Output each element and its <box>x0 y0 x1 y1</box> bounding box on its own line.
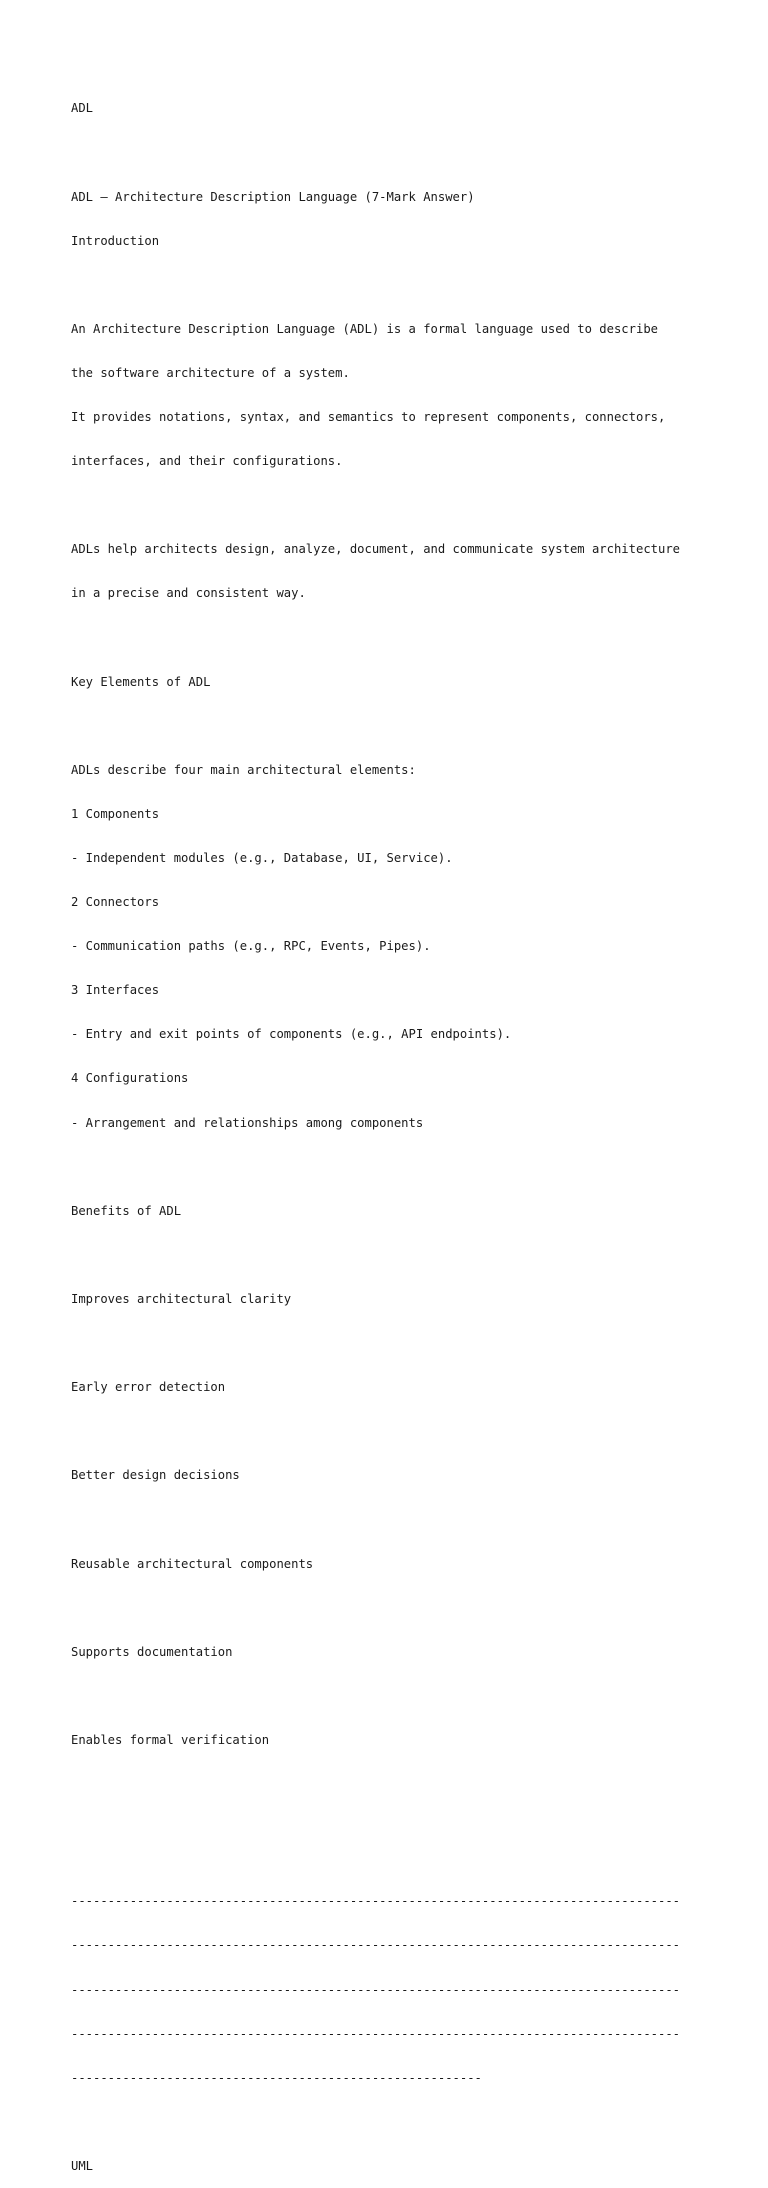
spacer <box>71 498 711 513</box>
benefit-item: Early error detection <box>71 1380 226 1395</box>
intro-paragraph-1-line: It provides notations, syntax, and semantics to represent components, connectors, <box>71 410 666 425</box>
key-element-item: - Independent modules (e.g., Database, UI, Service). <box>71 851 453 865</box>
key-element-item: 1 Components <box>71 806 160 821</box>
spacer <box>71 278 711 293</box>
key-element-item: - Communication paths (e.g., RPC, Events, Pipes). <box>71 939 431 954</box>
spacer <box>71 1512 711 1527</box>
separator-line: ----------------------------------------------------------------------------------- <box>71 1938 681 1953</box>
spacer <box>71 631 711 646</box>
benefits-heading: Benefits of ADL <box>71 1203 182 1218</box>
benefit-item: Reusable architectural components <box>71 1556 314 1571</box>
intro-paragraph-2-line: ADLs help architects design, analyze, document, and communicate system architecture <box>71 542 681 557</box>
spacer <box>71 1601 711 1616</box>
spacer <box>71 1777 711 1865</box>
intro-paragraph-1-line: the software architecture of a system. <box>71 365 350 380</box>
spacer <box>71 1424 711 1439</box>
spacer <box>71 1689 711 1704</box>
separator-line: ----------------------------------------------------------------------------------- <box>71 1894 681 1909</box>
benefit-item: Enables formal verification <box>71 1732 270 1747</box>
benefit-item: Supports documentation <box>71 1644 233 1659</box>
key-element-item: 2 Connectors <box>71 895 160 910</box>
spacer <box>71 1248 711 1263</box>
spacer <box>71 146 711 161</box>
intro-paragraph-2-line: in a precise and consistent way. <box>71 586 306 601</box>
next-section-heading: UML <box>71 2158 94 2173</box>
spacer <box>71 719 711 734</box>
doc-title: ADL – Architecture Description Language (7-Mark Answer) <box>71 189 475 204</box>
separator-line: ----------------------------------------------------------------------------------- <box>71 1982 681 1997</box>
spacer <box>71 1160 711 1175</box>
key-element-item: 3 Interfaces <box>71 983 160 998</box>
benefit-item: Improves architectural clarity <box>71 1291 292 1306</box>
key-element-item: 4 Configurations <box>71 1071 189 1086</box>
spacer <box>71 2115 711 2130</box>
document-body <box>71 72 711 2188</box>
spacer <box>71 1336 711 1351</box>
key-elements-heading: Key Elements of ADL <box>71 674 211 689</box>
benefit-item: Better design decisions <box>71 1468 240 1483</box>
intro-paragraph-1-line: An Architecture Description Language (ADL) is a formal language used to describe <box>71 321 658 336</box>
doc-heading: ADL <box>71 101 94 116</box>
intro-paragraph-1-line: interfaces, and their configurations. <box>71 454 343 469</box>
separator-line: -------------------------------------------------------- <box>71 2070 482 2085</box>
key-element-item: - Arrangement and relationships among components <box>71 1115 424 1130</box>
intro-label: Introduction <box>71 233 160 248</box>
key-element-item: - Entry and exit points of components (e.g., API endpoints). <box>71 1027 512 1042</box>
key-elements-lead: ADLs describe four main architectural elements: <box>71 762 416 777</box>
separator-line: ----------------------------------------------------------------------------------- <box>71 2026 681 2041</box>
